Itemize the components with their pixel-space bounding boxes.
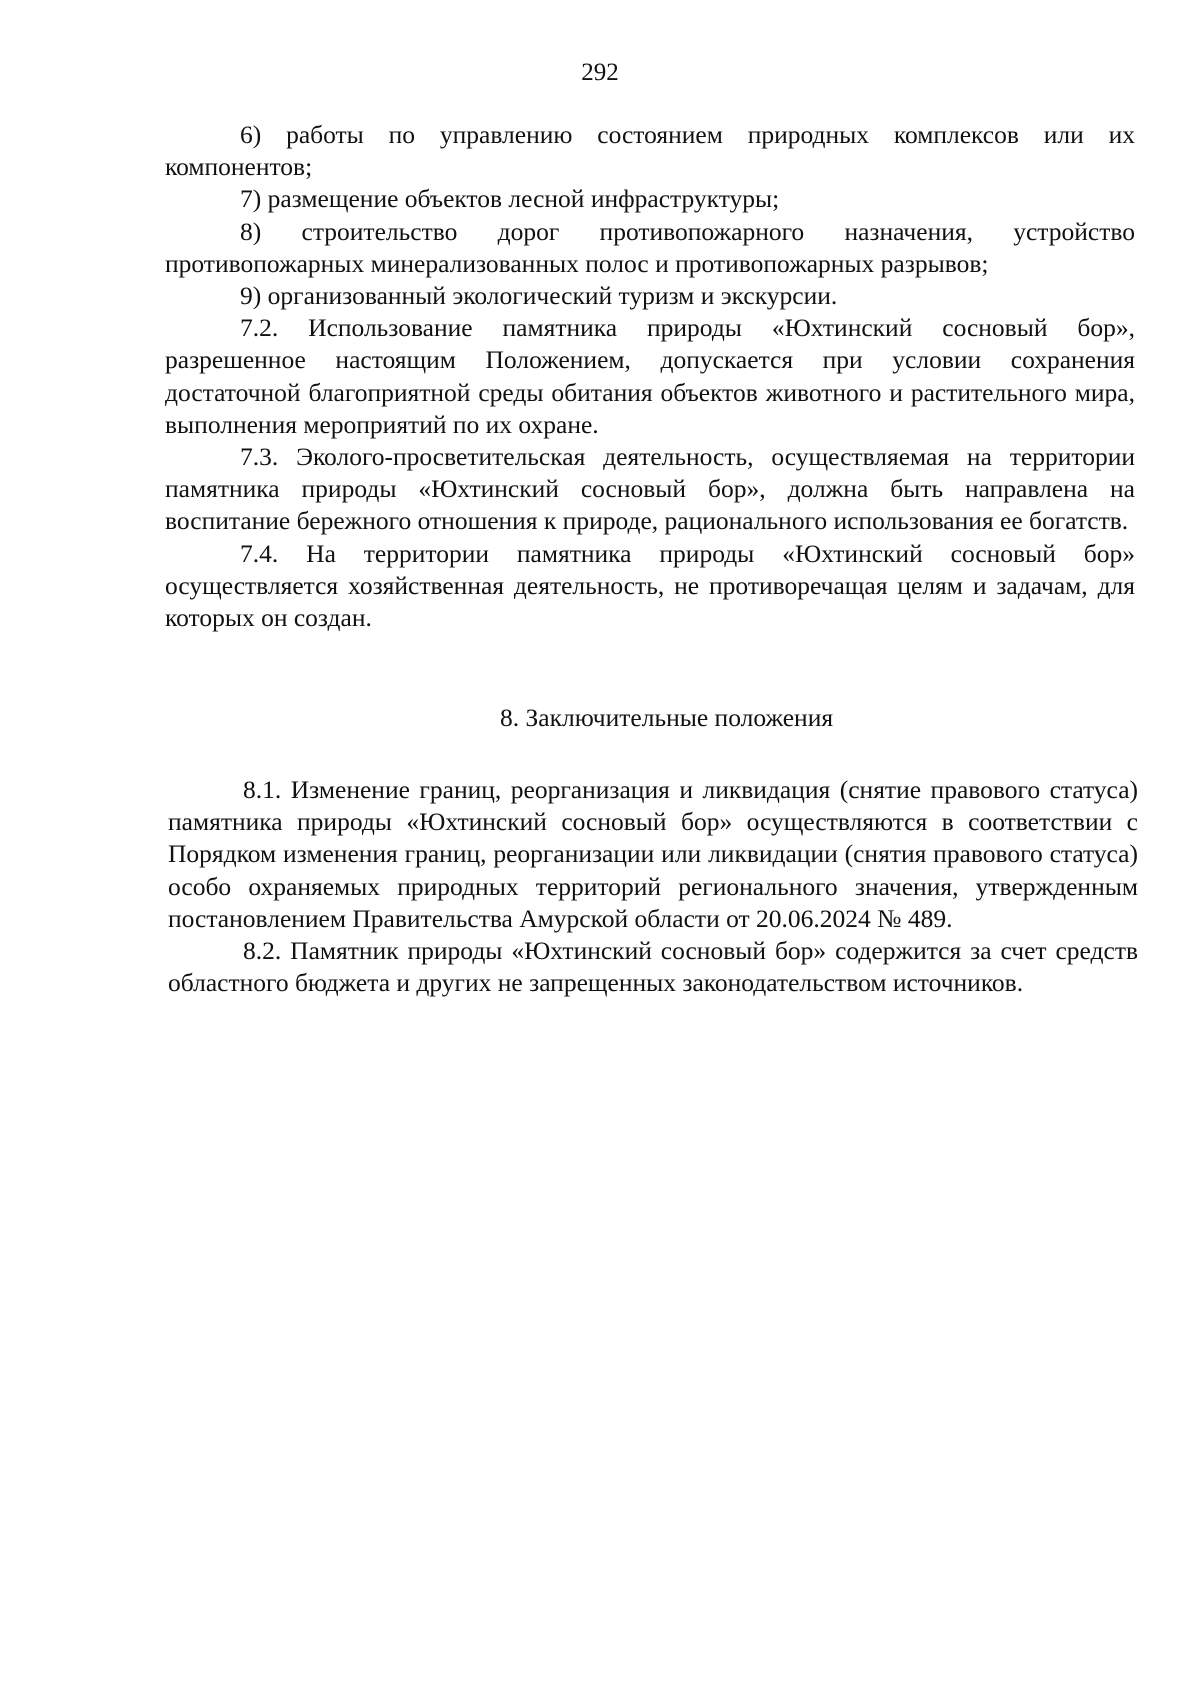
clause-8-2: 8.2. Памятник природы «Юхтинский сосновый бор» содержится за счет средств областного бюджета и других не запрещенных законодательством источников. [168,936,1138,998]
list-item-8: 8) строительство дорог противопожарного назначения, устройство противопожарных минерализованных полос и противопожарных разрывов; [165,216,1135,278]
clause-7-3: 7.3. Эколого-просветительская деятельность, осуществляемая на территории памятника природы «Юхтинский сосновый бор», должна быть направлена на воспитание бережного отношения к природе, рационального использования ее богатств. [165,442,1135,536]
section-8-heading: 8. Заключительные положения [500,703,834,732]
clause-8-1: 8.1. Изменение границ, реорганизация и ликвидация (снятие правового статуса) памятника природы «Юхтинский сосновый бор» осуществляются в соответствии с Порядком изменения границ, реорганизации или ликвидации (снятия правового статуса) особо охраняемых природных территорий регионального значения, утвержденным постановлением Правительства Амурской области от 20.06.2024 № 489. [168,775,1138,933]
list-item-6: 6) работы по управлению состоянием природных комплексов или их компонентов; [165,120,1135,182]
clause-7-4: 7.4. На территории памятника природы «Юхтинский сосновый бор» осуществляется хозяйственная деятельность, не противоречащая целям и задачам, для которых он создан. [165,538,1135,633]
section-8-body [168,774,1138,999]
list-item-7: 7) размещение объектов лесной инфраструктуры; [240,184,780,214]
page-number: 292 [581,59,619,86]
list-item-9: 9) организованный экологический туризм и экскурсии. [240,281,838,311]
clause-7-2: 7.2. Использование памятника природы «Юхтинский сосновый бор», разрешенное настоящим Положением, допускается при условии сохранения достаточной благоприятной среды обитания объектов животного и растительного мира, выполнения мероприятий по их охране. [165,313,1135,439]
section-7-continuation [165,119,1135,634]
